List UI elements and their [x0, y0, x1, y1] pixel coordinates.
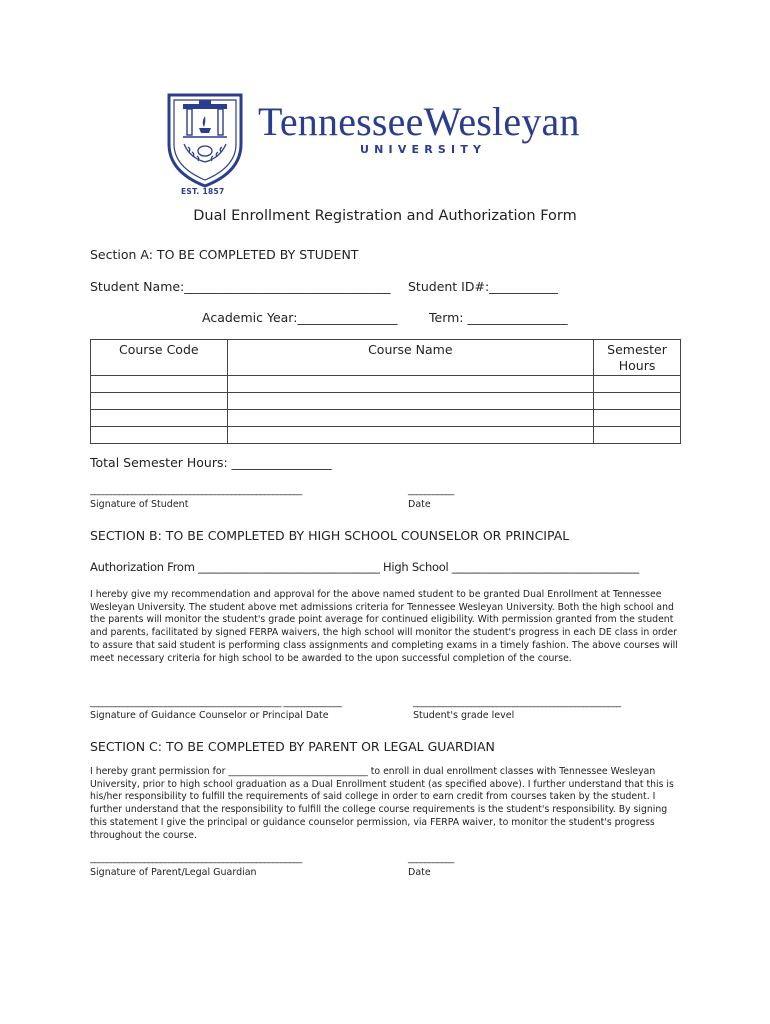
university-name: TennesseeWesleyan [258, 99, 580, 144]
section-c-paragraph: I hereby grant permission for ______________________________ to enroll in dual enrollment classes with Tennessee Wesleyan University, prior to high school graduation as a Dual Enrollment student (as specified above). I further understand that this is his/her responsibility to fulfill the requirements of said college in order to earn credit from courses taken by the student. I further understand that the responsibility to fulfill the college course requirements is the student's responsibility. By signing this statement I give the principal or guidance counselor permission, via FERPA waiver, to monitor the student's progress throughout the course. [90, 766, 674, 841]
established-label: EST. 1857 [181, 187, 225, 196]
guardian-signature-line[interactable]: ___________________________________________________ [90, 853, 302, 864]
table-row [91, 376, 681, 393]
student-id-field[interactable]: Student ID#:___________ [408, 279, 558, 294]
table-row [91, 393, 681, 410]
course-code-cell[interactable] [91, 410, 228, 427]
course-name-cell[interactable] [227, 410, 594, 427]
grade-level-line[interactable]: __________________________________________________ [413, 697, 621, 708]
course-table [90, 339, 681, 444]
course-table-header [91, 340, 681, 376]
grade-level-label: Student's grade level [413, 710, 515, 721]
student-signature-label: Signature of Student [90, 499, 189, 510]
guardian-date-line[interactable]: ___________ [408, 853, 454, 864]
academic-year-field[interactable]: Academic Year:________________ [202, 310, 398, 325]
table-row [91, 427, 681, 444]
student-date-label: Date [408, 499, 431, 510]
course-name-cell[interactable] [227, 376, 594, 393]
course-code-cell[interactable] [91, 376, 228, 393]
section-c-heading: SECTION C: TO BE COMPLETED BY PARENT OR LEGAL GUARDIAN [90, 739, 495, 754]
semester-hours-header: Semester Hours [594, 340, 681, 376]
guardian-date-label: Date [408, 867, 431, 878]
student-signature-line[interactable]: ___________________________________________________ [90, 485, 302, 496]
student-name-field[interactable]: Student Name:_________________________________ [90, 279, 391, 294]
course-name-cell[interactable] [227, 427, 594, 444]
guardian-signature-label: Signature of Parent/Legal Guardian [90, 867, 257, 878]
semester-hours-cell[interactable] [594, 427, 681, 444]
course-code-header: Course Code [91, 340, 228, 376]
section-a-heading: Section A: TO BE COMPLETED BY STUDENT [90, 247, 359, 262]
university-crest-icon [166, 92, 244, 188]
semester-hours-cell[interactable] [594, 393, 681, 410]
course-code-cell[interactable] [91, 427, 228, 444]
university-subtitle: UNIVERSITY [360, 143, 487, 156]
counselor-signature-label: Signature of Guidance Counselor or Principal Date [90, 710, 329, 721]
course-code-cell[interactable] [91, 393, 228, 410]
semester-hours-cell[interactable] [594, 376, 681, 393]
authorization-from-field[interactable]: Authorization From _________________________________ High School __________________________________ [90, 560, 639, 574]
counselor-signature-line[interactable]: ______________________________________________ ______________ [90, 697, 342, 708]
term-field[interactable]: Term: ________________ [429, 310, 568, 325]
section-b-paragraph: I hereby give my recommendation and approval for the above named student to be granted Dual Enrollment at Tennessee Wesleyan University. The student above met admissions criteria for Tennessee Wesleyan University. Both the high school and the parents will monitor the student's grade point average for continued eligibility. With permission granted from the student and parents, facilitated by signed FERPA waivers, the high school will monitor the student's progress in each DE class in order to assure that said student is performing class assignments and completing exams in a timely fashion. The above courses will meet necessary criteria for high school to be awarded to the upon successful completion of the course. [90, 589, 678, 664]
student-date-line[interactable]: ___________ [408, 485, 454, 496]
course-name-header: Course Name [227, 340, 594, 376]
semester-hours-cell[interactable] [594, 410, 681, 427]
section-b-heading: SECTION B: TO BE COMPLETED BY HIGH SCHOOL COUNSELOR OR PRINCIPAL [90, 528, 570, 543]
table-row [91, 410, 681, 427]
course-name-cell[interactable] [227, 393, 594, 410]
total-hours-field[interactable]: Total Semester Hours: ________________ [90, 455, 332, 470]
form-title: Dual Enrollment Registration and Authorization Form [193, 208, 577, 224]
